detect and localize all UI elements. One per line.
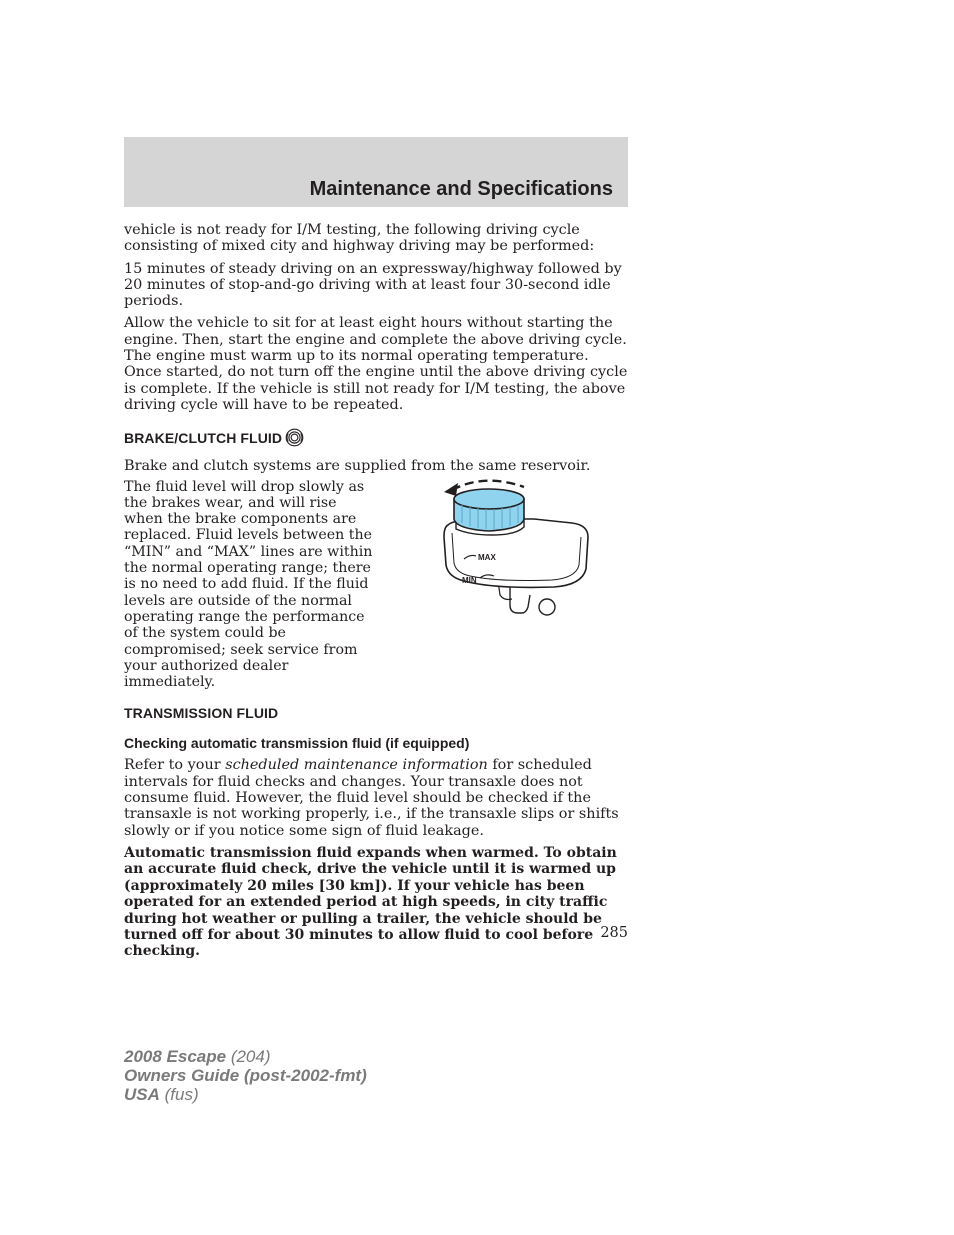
checking-atf-subheading: Checking automatic transmission fluid (if equipped)	[124, 735, 470, 752]
footer-model-code: (204)	[226, 1047, 271, 1066]
intro-paragraph-3: Allow the vehicle to sit for at least eight hours without starting the engine. Then, start the engine and complete the above driving cycle. The engine must warm up to its normal operating temperature. Once started, do not turn off the engine until the above driving cycle is complete. If the vehicle is still not ready for I/M testing, the above driving cycle will have to be repeated.	[124, 315, 628, 413]
brake-reservoir-illustration	[434, 477, 594, 627]
brake-fluid-section	[124, 479, 628, 691]
scheduled-maintenance-reference: scheduled maintenance information	[225, 757, 488, 774]
transmission-p1-before: Refer to your	[124, 757, 226, 774]
footer-line-1	[124, 1047, 367, 1066]
header-band	[124, 137, 628, 207]
main-content	[124, 222, 628, 966]
transmission-warning-paragraph: Automatic transmission fluid expands when warmed. To obtain an accurate fluid check, drive the vehicle until it is warmed up (approximately 20 miles [30 km]). If your vehicle has been operated for an extended period at high speeds, in city traffic during hot weather or pulling a trailer, the vehicle should be turned off for about 30 minutes to allow fluid to cool before checking.	[124, 844, 617, 960]
page-number: 285	[600, 925, 628, 941]
footer-line-3	[124, 1085, 367, 1104]
footer-market: USA	[124, 1085, 160, 1104]
footer-line-2: Owners Guide (post-2002-fmt)	[124, 1066, 367, 1085]
transmission-fluid-heading: TRANSMISSION FLUID	[124, 705, 279, 722]
transmission-paragraph-1	[124, 757, 628, 838]
brake-fluid-icon	[285, 428, 304, 450]
brake-clutch-heading-text: BRAKE/CLUTCH FLUID	[124, 430, 283, 447]
footer-model: 2008 Escape	[124, 1047, 227, 1066]
footer-market-code: (fus)	[159, 1085, 199, 1104]
intro-paragraph-2: 15 minutes of steady driving on an expressway/highway followed by 20 minutes of stop-and-go driving with at least four 30-second idle periods.	[124, 260, 622, 310]
page-title: Maintenance and Specifications	[309, 178, 613, 200]
transmission-p1-after: for scheduled intervals for fluid checks and changes. Your transaxle does not consume fluid. However, the fluid level should be checked if the transaxle is not working properly, i.e., if the transaxle slips or shifts slowly or if you notice some sign of fluid leakage.	[124, 757, 619, 839]
brake-clutch-heading	[124, 428, 628, 450]
footer	[124, 1047, 367, 1104]
max-label: MAX	[478, 552, 496, 562]
brake-paragraph-2: The fluid level will drop slowly as the brakes wear, and will rise when the brake components are replaced. Fluid levels between the “MIN” and “MAX” lines are within the normal operating range; there is no need to add fluid. If the fluid levels are outside of the normal operating range the performance of the system could be compromised; seek service from your authorized dealer immediately.	[124, 478, 373, 691]
intro-paragraph-1: vehicle is not ready for I/M testing, the following driving cycle consisting of mixed city and highway driving may be performed:	[124, 222, 595, 255]
min-label: MIN	[462, 575, 477, 585]
brake-paragraph-1: Brake and clutch systems are supplied from the same reservoir.	[124, 458, 591, 475]
